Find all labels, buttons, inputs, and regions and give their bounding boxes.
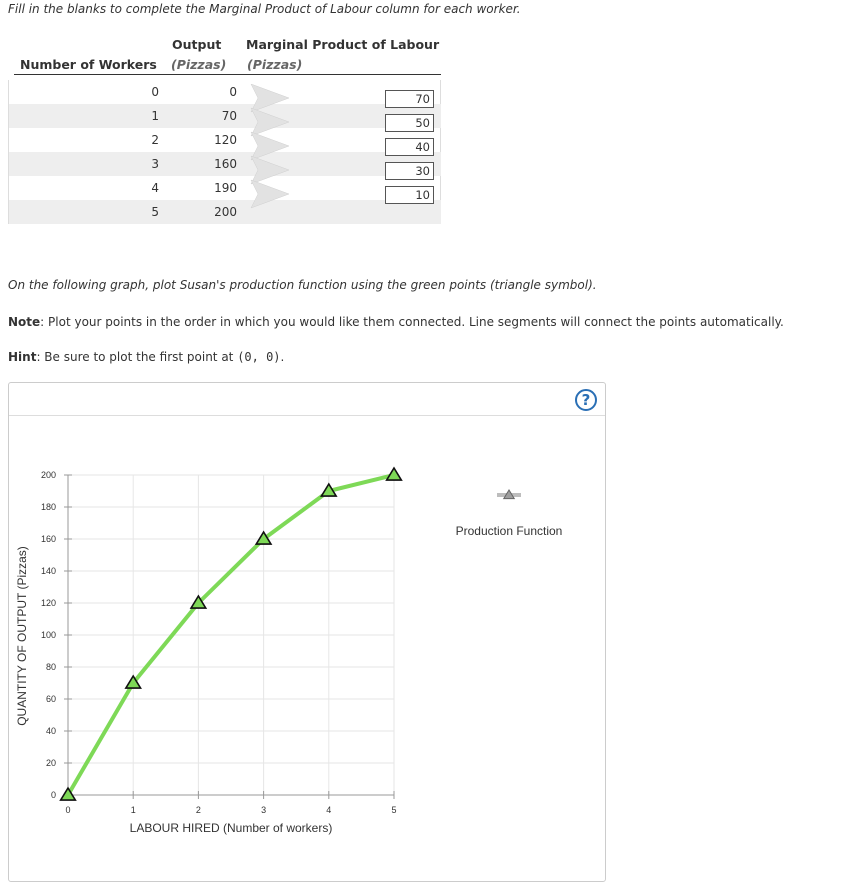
header-mpl: Marginal Product of Labour bbox=[246, 37, 440, 52]
help-icon[interactable]: ? bbox=[575, 389, 597, 411]
table-row bbox=[9, 128, 441, 152]
y-tick-label: 80 bbox=[45, 662, 56, 672]
table-row bbox=[9, 200, 441, 224]
legend-label: Production Function bbox=[455, 524, 563, 538]
output-cell: 120 bbox=[214, 133, 237, 147]
header-rule bbox=[14, 74, 441, 75]
y-tick-label: 20 bbox=[45, 758, 56, 768]
output-cell: 0 bbox=[229, 85, 237, 99]
mpl-input-2[interactable] bbox=[385, 114, 434, 132]
hint-text bbox=[8, 350, 284, 364]
y-tick-label: 180 bbox=[40, 502, 56, 512]
x-tick-label: 0 bbox=[65, 805, 71, 815]
workers-cell: 5 bbox=[151, 205, 159, 219]
x-axis-label: LABOUR HIRED (Number of workers) bbox=[129, 821, 333, 835]
x-tick-label: 2 bbox=[195, 805, 201, 815]
y-tick-label: 0 bbox=[50, 790, 56, 800]
workers-cell: 0 bbox=[151, 85, 159, 99]
note-body: : Plot your points in the order in which you would like them connected. Line segments will connect the points automatically. bbox=[40, 315, 784, 329]
mpl-input-1[interactable] bbox=[385, 90, 434, 108]
y-axis-label: QUANTITY OF OUTPUT (Pizzas) bbox=[15, 546, 29, 726]
table-row bbox=[9, 176, 441, 200]
header-mpl-unit: (Pizzas) bbox=[247, 57, 303, 72]
mpl-input-5[interactable] bbox=[385, 186, 434, 204]
graph-toolbar bbox=[9, 383, 605, 416]
hint-point: (0, 0) bbox=[237, 350, 281, 364]
bracket-arrow bbox=[251, 132, 289, 160]
table-row bbox=[9, 152, 441, 176]
mpl-input-3[interactable] bbox=[385, 138, 434, 156]
note-text bbox=[8, 315, 784, 329]
workers-cell: 1 bbox=[151, 109, 159, 123]
output-cell: 190 bbox=[214, 181, 237, 195]
mpl-table bbox=[8, 36, 442, 225]
bracket-arrows bbox=[249, 84, 291, 214]
y-tick-label: 160 bbox=[40, 534, 56, 544]
bracket-arrow bbox=[251, 156, 289, 184]
y-tick-label: 200 bbox=[40, 470, 56, 480]
note-label: Note bbox=[8, 315, 41, 329]
mpl-input-4[interactable] bbox=[385, 162, 434, 180]
graph-instruction: On the following graph, plot Susan's production function using the green points (triangle symbol). bbox=[8, 278, 597, 292]
instruction-text: Fill in the blanks to complete the Marginal Product of Labour column for each worker. bbox=[8, 2, 521, 16]
graph-panel bbox=[8, 382, 606, 882]
x-tick-label: 4 bbox=[326, 805, 332, 815]
x-tick-label: 5 bbox=[391, 805, 397, 815]
y-tick-label: 140 bbox=[40, 566, 56, 576]
x-tick-label: 3 bbox=[261, 805, 267, 815]
y-tick-label: 100 bbox=[40, 630, 56, 640]
y-tick-label: 40 bbox=[45, 726, 56, 736]
table-body bbox=[8, 80, 441, 224]
hint-label: Hint bbox=[8, 350, 37, 364]
header-output: Output bbox=[172, 37, 222, 52]
y-tick-label: 120 bbox=[40, 598, 56, 608]
table-row bbox=[9, 80, 441, 104]
bracket-arrow bbox=[251, 84, 289, 112]
bracket-arrow bbox=[251, 180, 289, 208]
table-row bbox=[9, 104, 441, 128]
workers-cell: 2 bbox=[151, 133, 159, 147]
workers-cell: 4 bbox=[151, 181, 159, 195]
header-output-unit: (Pizzas) bbox=[171, 57, 227, 72]
hint-end: . bbox=[280, 350, 285, 364]
output-cell: 160 bbox=[214, 157, 237, 171]
output-cell: 200 bbox=[214, 205, 237, 219]
workers-cell: 3 bbox=[151, 157, 159, 171]
hint-body: : Be sure to plot the first point at bbox=[36, 350, 238, 364]
header-workers: Number of Workers bbox=[20, 57, 157, 72]
output-cell: 70 bbox=[221, 109, 237, 123]
y-tick-label: 60 bbox=[45, 694, 56, 704]
x-tick-label: 1 bbox=[130, 805, 136, 815]
bracket-arrow bbox=[251, 108, 289, 136]
